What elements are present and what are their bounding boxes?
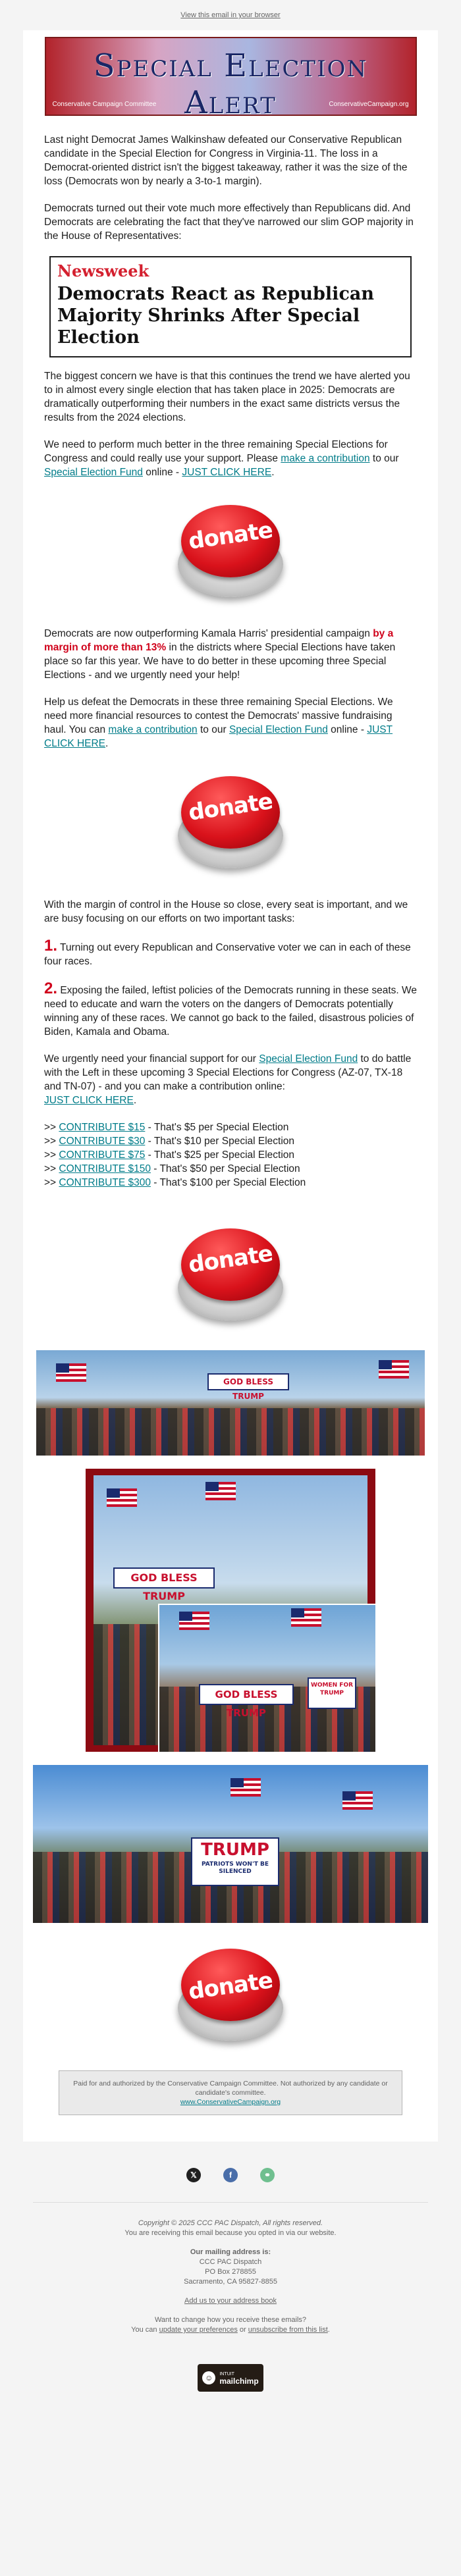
campaign-website-link[interactable]: www.ConservativeCampaign.org — [180, 2098, 281, 2106]
address-line: PO Box 278855 — [205, 2268, 256, 2276]
donate-button[interactable] — [175, 495, 286, 600]
banner-title: Special Election Alert — [93, 47, 368, 121]
contribute-15-link[interactable]: CONTRIBUTE $15 — [59, 1122, 146, 1133]
footer: Copyright © 2025 CCC PAC Dispatch, All rights reserved. You are receiving this email because you opted in via our website. Our mailing address is: CCC PAC Dispatch PO Box 278855 Sacramento, CA 95827-8855 Add us to your address book Want to change how you receive these emails? You can update your preferences or unsubscribe from this list. — [124, 2219, 337, 2334]
paragraph-help: Help us defeat the Democrats in these three remaining Special Elections. We need more financial resources to contest the Democrats' massive fundraising haul. You can make a contribution to our Special Election Fund online - JUST CLICK HERE. — [44, 697, 393, 749]
paid-for-disclaimer: Paid for and authorized by the Conservative Campaign Committee. Not authorized by any candidate or candidate's committee. www.ConservativeCampaign.org — [59, 2070, 402, 2115]
address-line: CCC PAC Dispatch — [199, 2258, 262, 2266]
just-click-here-link[interactable]: JUST CLICK HERE — [44, 1095, 134, 1106]
make-contribution-link[interactable]: make a contribution — [281, 453, 370, 464]
copyright-text: Copyright © 2025 CCC PAC Dispatch, All rights reserved. — [138, 2219, 323, 2227]
special-election-banner — [45, 37, 417, 121]
rally-sign: GOD BLESS TRUMP — [113, 1567, 215, 1589]
rally-sign: GOD BLESS TRUMP — [199, 1684, 294, 1705]
mailchimp-logo-icon: ☺ — [202, 2371, 215, 2384]
donate-label: donate — [186, 517, 275, 555]
task-1: 1. Turning out every Republican and Conservative voter we can in each of these four races. — [44, 937, 411, 967]
paragraph-outperform: Democrats are now outperforming Kamala Harris' presidential campaign by a margin of more than 13% in the districts where Special Elections have taken place so far this year. We have to do better in these upcoming three Special Elections - and we urgently need your help! — [44, 628, 396, 681]
rally-photo-collage — [86, 1469, 375, 1752]
paragraph-margin: With the margin of control in the House so close, every seat is important, and we are busy focusing on our efforts on two important tasks: — [44, 899, 408, 924]
just-click-here-link[interactable]: JUST CLICK HERE — [44, 724, 393, 749]
website-icon[interactable]: ⚭ — [260, 2168, 275, 2182]
contribute-30-link[interactable]: CONTRIBUTE $30 — [59, 1136, 146, 1147]
rally-photo-1 — [36, 1350, 425, 1456]
unsubscribe-link[interactable]: unsubscribe from this list — [248, 2326, 328, 2334]
rally-sign: WOMEN FOR TRUMP — [308, 1677, 356, 1709]
banner-sub-left: Conservative Campaign Committee — [52, 101, 157, 108]
contribution-list — [44, 1120, 417, 1190]
rally-sign: GOD BLESS TRUMP — [207, 1373, 289, 1390]
contribute-75-link[interactable]: CONTRIBUTE $75 — [59, 1149, 146, 1161]
paragraph-intro: Last night Democrat James Walkinshaw defeated our Conservative Republican candidate in the Special Election for Congress in Virginia-11. The loss in a Democrat-oriented district isn't the biggest takeaway, rather it was the size of the loss (Democrats won by nearly a 3-to-1 margin). — [44, 134, 408, 187]
address-line: Sacramento, CA 95827-8855 — [184, 2278, 277, 2286]
banner-sub-right: ConservativeCampaign.org — [329, 101, 409, 108]
view-in-browser-link[interactable]: View this email in your browser — [180, 11, 281, 19]
contribute-150-link[interactable]: CONTRIBUTE $150 — [59, 1163, 151, 1174]
x-icon[interactable]: 𝕏 — [186, 2168, 201, 2182]
mailchimp-badge[interactable]: ☺ INTUIT mailchimp — [198, 2364, 263, 2392]
special-election-fund-link[interactable]: Special Election Fund — [229, 724, 328, 735]
special-election-fund-link[interactable]: Special Election Fund — [259, 1053, 358, 1065]
donate-button[interactable] — [175, 1939, 286, 2044]
facebook-icon[interactable]: f — [223, 2168, 238, 2182]
donate-button[interactable] — [175, 766, 286, 872]
just-click-here-link[interactable]: JUST CLICK HERE — [182, 467, 272, 478]
contribution-item: >> CONTRIBUTE $75 - That's $25 per Special Election — [44, 1149, 295, 1161]
newsweek-headline: Democrats React as Republican Majority Shrinks After Special Election — [57, 284, 375, 348]
contribution-item: >> CONTRIBUTE $30 - That's $10 per Special Election — [44, 1136, 295, 1147]
rally-sign-trump: TRUMP PATRIOTS WON'T BE SILENCED — [191, 1837, 279, 1886]
optin-text: You are receiving this email because you opted in via our website. — [124, 2229, 337, 2237]
email-container — [23, 30, 438, 2142]
mailing-address-title: Our mailing address is: — [190, 2248, 271, 2256]
donate-label: donate — [186, 1967, 275, 2005]
paragraph-urgent: We urgently need your financial support for our Special Election Fund to do battle with the Left in these upcoming 3 Special Elections for Congress (AZ-07, TX-18 and TN-07) - and you can make a contribution online: JUST CLICK HERE. — [44, 1053, 412, 1106]
newsweek-headline-card[interactable] — [49, 256, 412, 357]
contribution-item: >> CONTRIBUTE $150 - That's $50 per Special Election — [44, 1163, 300, 1174]
donate-label: donate — [186, 788, 275, 826]
top-bar — [0, 0, 461, 30]
contribute-300-link[interactable]: CONTRIBUTE $300 — [59, 1177, 151, 1188]
donate-button[interactable] — [175, 1219, 286, 1324]
paragraph-turnout: Democrats turned out their vote much more effectively than Republicans did. And Democrats are celebrating the fact that they've narrowed our slim GOP majority in the House of Representatives: — [44, 203, 414, 242]
add-to-address-book-link[interactable]: Add us to your address book — [184, 2297, 277, 2305]
contribution-item: >> CONTRIBUTE $300 - That's $100 per Special Election — [44, 1177, 306, 1188]
paragraph-concern: The biggest concern we have is that this continues the trend we have alerted you to in almost every single election that has taken place in 2025: Democrats are dramatically outperforming their numbers in the exact same districts versus the results from the 2024 elections. — [44, 371, 410, 423]
special-election-fund-link[interactable]: Special Election Fund — [44, 467, 143, 478]
donate-label: donate — [186, 1240, 275, 1278]
email-body — [23, 133, 438, 1324]
paragraph-perform: We need to perform much better in the three remaining Special Elections for Congress and could really use your support. Please make a contribution to our Special Election Fund online - JUST CLICK HERE. — [44, 439, 399, 478]
contribution-item: >> CONTRIBUTE $15 - That's $5 per Special Election — [44, 1122, 289, 1133]
update-preferences-link[interactable]: update your preferences — [159, 2326, 238, 2334]
rally-photo-3 — [33, 1765, 428, 1923]
task-2: 2. Exposing the failed, leftist policies of the Democrats running in these seats. We need to educate and warn the voters on the dangers of Democrats potentially winning any of these races. We cannot go back to the failed, disastrous policies of Biden, Kamala and Obama. — [44, 980, 417, 1038]
newsweek-logo: Newsweek — [57, 261, 149, 280]
social-links — [0, 2142, 461, 2202]
make-contribution-link[interactable]: make a contribution — [108, 724, 198, 735]
highlight-margin: by a margin of more than 13% — [44, 628, 394, 653]
